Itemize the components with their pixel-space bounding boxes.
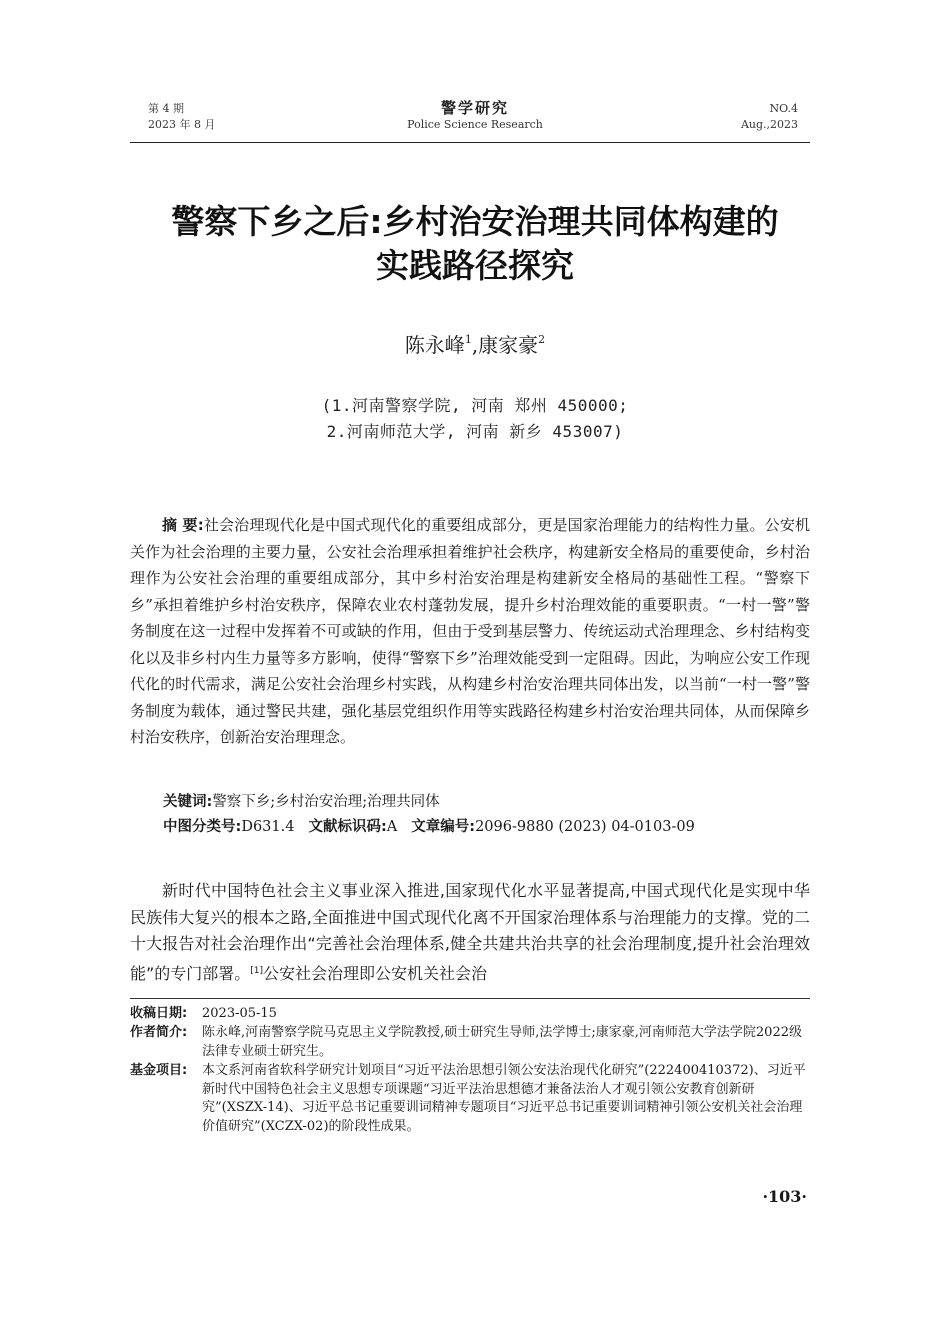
issue-date-en: Aug.,2023: [740, 118, 798, 131]
funding-label: 基金项目:: [130, 1063, 188, 1078]
author-name: 陈永峰: [404, 333, 465, 357]
footnote-received: [130, 1005, 810, 1024]
affiliation-2: 2.河南师范大学, 河南 新乡 453007): [326, 422, 624, 441]
citation-reference: [1]: [250, 965, 264, 976]
article-number-label: 文章编号:: [411, 819, 476, 835]
clc-value: D631.4: [241, 819, 295, 835]
abstract-label: 摘 要:: [162, 516, 204, 534]
footnote-funding: [130, 1062, 810, 1136]
keywords-label: 关键词:: [163, 794, 213, 810]
received-label: 收稿日期:: [130, 1006, 188, 1021]
header-issue-block-en: [741, 101, 798, 133]
abstract-text: 社会治理现代化是中国式现代化的重要组成部分，更是国家治理能力的结构性力量。公安机关作为社会治理的主要力量，公安社会治理承担着维护社会秩序，构建新安全格局的重要使命，乡村治理作为公安社会治理的重要组成部分，其中乡村治安治理是构建新安全格局的基础性工程。“警察下乡”承担着维护乡村治安秩序，保障农业农村蓬勃发展，提升乡村治理效能的重要职责。“一村一警”警务制度在这一过程中发挥着不可或缺的作用，但由于受到基层警力、传统运动式治理理念、乡村结构变化以及非乡村内生力量等多方影响，使得“警察下乡”治理效能受到一定阻碍。因此，为响应公安工作现代化的时代需求，满足公安社会治理乡村实践，从构建乡村治安治理共同体出发，以当前“一村一警”警务制度为载体，通过警民共建，强化基层党组织作用等实践路径构建乡村治安治理共同体，从而保障乡村治安秩序，创新治安治理理念。: [130, 516, 810, 746]
body-text-part: 新时代中国特色社会主义事业深入推进,国家现代化水平显著提高,中国式现代化是实现中华民族伟大复兴的根本之路,全面推进中国式现代化离不开国家治理体系与治理能力的支撑。党的二十大报告对社会治理作出“完善社会治理体系,健全共建共治共享的社会治理制度,提升社会治理效能”的专门部署。: [130, 881, 810, 983]
author-line: [0, 326, 950, 359]
journal-masthead: [0, 98, 950, 132]
affiliation-1: (1.河南警察学院, 河南 郑州 450000;: [321, 396, 629, 415]
issue-number-en: NO.4: [769, 102, 798, 115]
doc-code-label: 文献标识码:: [308, 819, 387, 835]
keywords: [163, 790, 440, 814]
body-text-part: 公安社会治理即公安机关社会治: [263, 963, 488, 983]
classification-line: [163, 815, 695, 839]
article-number-value: 2096-9880 (2023) 04-0103-09: [475, 819, 695, 835]
issue-number: 第 4 期: [148, 102, 184, 115]
journal-title-en: Police Science Research: [407, 118, 543, 131]
author-affil-marker: 2: [538, 333, 546, 346]
keywords-text: 警察下乡;乡村治安治理;治理共同体: [212, 794, 440, 810]
issue-date: 2023 年 8 月: [148, 118, 216, 131]
page-number: ·103·: [762, 1187, 807, 1206]
footnote-author-bio: [130, 1024, 810, 1061]
author-bio-text: 陈永峰,河南警察学院马克思主义学院教授,硕士研究生导师,法学博士;康家豪,河南师范大学法学院2022级法律专业硕士研究生。: [202, 1025, 802, 1059]
author-separator: ,: [471, 333, 479, 357]
author-bio-label: 作者简介:: [130, 1025, 188, 1040]
author-affil-marker: 1: [464, 333, 472, 346]
journal-title-cn: 警学研究: [440, 99, 509, 117]
received-date: 2023-05-15: [202, 1006, 277, 1021]
funding-text: 本文系河南省软科学研究计划项目“习近平法治思想引领公安法治现代化研究”(222400410372)、习近平新时代中国特色社会主义思想专项课题“习近平法治思想德才兼备法治人才观引领公安教育创新研究”(XSZX-14)、习近平总书记重要训词精神专题项目“习近平总书记重要训词精神引领公安机关社会治理价值研究”(XCZX-02)的阶段性成果。: [202, 1063, 806, 1134]
author-name: 康家豪: [478, 333, 539, 357]
doc-code-value: A: [386, 819, 398, 835]
clc-label: 中图分类号:: [163, 819, 242, 835]
header-divider: [130, 142, 810, 143]
article-title-line2: 实践路径探究: [376, 246, 574, 285]
article-title-line1: 警察下乡之后:乡村治安治理共同体构建的: [171, 202, 779, 241]
footnote-divider: [130, 998, 810, 999]
abstract: [130, 512, 810, 751]
body-paragraph: [130, 878, 810, 987]
